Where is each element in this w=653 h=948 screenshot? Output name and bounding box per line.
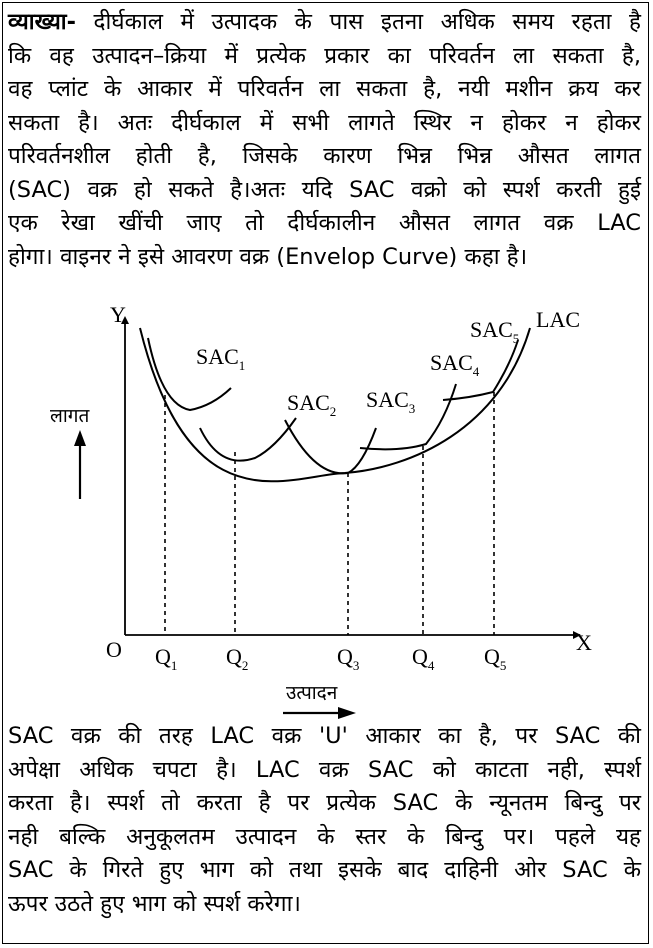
text-line: करता है। स्पर्श तो करता है पर प्रत्येक SAC के न्यूनतम बिन्दु पर [8, 790, 641, 816]
q-label: $Q_2$ [226, 644, 249, 673]
text-line: नही बल्कि अनुकूलतम उत्पादन के स्तर के बिन्दु पर। पहले यह [8, 823, 641, 850]
q-label: $Q_1$ [155, 644, 178, 673]
sac-label: $SAC_4$ [430, 350, 480, 379]
x-axis-label: X [576, 630, 592, 655]
text-line: परिवर्तनशील होती है, जिसके कारण भिन्न भिन्न औसत लागत [8, 143, 641, 169]
text-line: होगा। वाइनर ने इसे आवरण वक्र (Envelop Curve) कहा है। [8, 243, 528, 270]
text-line: सकता है। अतः दीर्घकाल में सभी लागते स्थिर न होकर न होकर [8, 109, 641, 136]
origin-label: O [106, 637, 122, 662]
sac-label: $SAC_1$ [196, 344, 246, 373]
text-line: कि वह उत्पादन–क्रिया में प्रत्येक प्रकार का परिवर्तन ला सकता है, [8, 42, 641, 69]
lac-label: LAC [536, 307, 580, 332]
cost-arrow-head [74, 430, 86, 446]
q-label: $Q_3$ [337, 644, 360, 673]
text-line: वह प्लांट के आकार में परिवर्तन ला सकता है, नयी मशीन क्रय कर [8, 76, 641, 102]
text-line: (SAC) वक्र हो सकते है।अतः यदि SAC वक्रो को स्पर्श करती हुई [8, 176, 641, 203]
text-line: SAC वक्र की तरह LAC वक्र 'U' आकार का है, पर SAC की [8, 723, 641, 749]
q-label: $Q_4$ [412, 644, 435, 673]
explanation-heading: व्याख्या- [8, 9, 76, 35]
sac-label: $SAC_2$ [287, 390, 337, 419]
text-line: ऊपर उठते हुए भाग को स्पर्श करेगा। [8, 890, 301, 917]
text-line: अपेक्षा अधिक चपटा है। LAC वक्र SAC को काटता नही, स्पर्श [8, 756, 641, 783]
sac-label: $SAC_3$ [366, 387, 416, 416]
text-line: दीर्घकाल में उत्पादक के पास इतना अधिक समय रहता है [75, 9, 641, 35]
sac2-curve [200, 418, 296, 461]
text-line: एक रेखा खींची जाए तो दीर्घकालीन औसत लागत वक्र LAC [8, 210, 641, 236]
lac-envelope-diagram [0, 300, 653, 720]
q-label: $Q_5$ [484, 644, 507, 673]
output-label: उत्पादन [286, 682, 338, 704]
output-arrow-head [338, 707, 356, 719]
explanation-paragraph [8, 6, 641, 274]
sac3-curve [285, 420, 376, 473]
cost-label: लागत [50, 405, 90, 427]
text-line: SAC के गिरते हुए भाग को तथा इसके बाद दाहिनी ओर SAC के [8, 857, 641, 883]
sac-label: $SAC_5$ [470, 317, 520, 346]
y-axis-label: Y [110, 302, 126, 327]
comparison-paragraph [8, 720, 641, 921]
